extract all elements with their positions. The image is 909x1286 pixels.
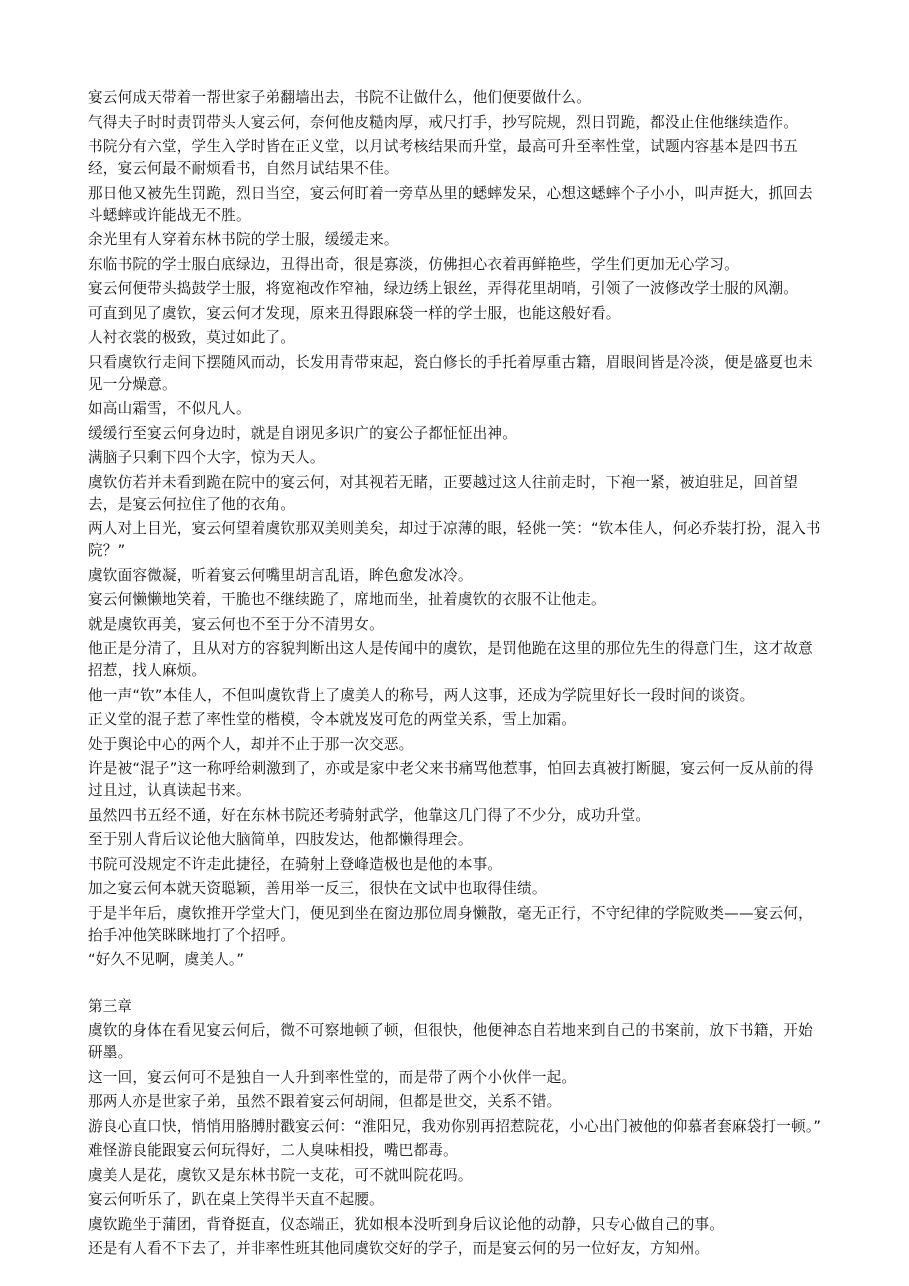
section-spacer bbox=[88, 974, 826, 996]
paragraph: 他正是分清了，且从对方的容貌判断出这人是传闻中的虞钦，是罚他跪在这里的那位先生的得意门生，这才故意招惹，找人麻烦。 bbox=[88, 640, 813, 679]
paragraph: 虞钦的身体在看见宴云何后，微不可察地顿了顿，但很快，他便神态自若地来到自己的书案前，放下书籍，开始研墨。 bbox=[88, 1022, 813, 1061]
paragraph: 这一回，宴云何可不是独自一人升到率性堂的，而是带了两个小伙伴一起。 bbox=[88, 1068, 577, 1086]
section-one bbox=[88, 87, 826, 971]
paragraph: 处于舆论中心的两个人，却并不止于那一次交恶。 bbox=[88, 735, 414, 753]
paragraph: 余光里有人穿着东林书院的学士服，缓缓走来。 bbox=[88, 231, 399, 248]
paragraph: 虞钦仿若并未看到跪在院中的宴云何，对其视若无睹，正要越过这人往前走时，下袍一紧，被迫驻足，回首望去，是宴云何拉住了他的衣角。 bbox=[88, 473, 799, 513]
paragraph: 缓缓行至宴云何身边时，就是自诩见多识广的宴公子都怔怔出神。 bbox=[88, 424, 518, 442]
paragraph: 他一声“钦”本佳人，不但叫虞钦背上了虞美人的称号，两人这事，还成为学院里好长一段时间的谈资。 bbox=[88, 686, 755, 704]
paragraph: 宴云何听乐了，趴在桌上笑得半天直不起腰。 bbox=[88, 1191, 384, 1208]
paragraph: 宴云何便带头捣鼓学士服，将宽袍改作窄袖，绿边绣上银丝，弄得花里胡哨，引领了一波修改学士服的风潮。 bbox=[88, 280, 799, 297]
paragraph: 虞美人是花，虞钦又是东林书院一支花，可不就叫院花吗。 bbox=[88, 1166, 473, 1184]
section-two bbox=[88, 1020, 826, 1260]
paragraph: 许是被“混子”这一称呼给刺激到了，亦或是家中老父来书痛骂他惹事，怕回去真被打断腿，宴云何一反从前的得过且过，认真读起书来。 bbox=[88, 760, 814, 799]
paragraph: 虽然四书五经不通，好在东林书院还考骑射武学，他靠这几门得了不少分，成功升堂。 bbox=[88, 806, 651, 824]
paragraph: 至于别人背后议论他大脑简单，四肢发达，他都懒得理会。 bbox=[88, 831, 473, 848]
paragraph: 加之宴云何本就天资聪颖，善用举一反三，很快在文试中也取得佳绩。 bbox=[88, 880, 547, 897]
paragraph: 东临书院的学士服白底绿边，丑得出奇，很是寡淡，仿佛担心衣着再鲜艳些，学生们更加无心学习。 bbox=[88, 255, 739, 273]
paragraph: 宴云何懒懒地笑着，干脆也不继续跪了，席地而坐，扯着虞钦的衣服不让他走。 bbox=[88, 591, 606, 608]
paragraph: 只看虞钦行走间下摆随风而动，长发用青带束起，瓷白修长的手托着厚重古籍，眉眼间皆是冷淡，便是盛夏也未见一分燥意。 bbox=[88, 353, 813, 393]
paragraph: 虞钦跪坐于蒲团，背脊挺直，仪态端正，犹如根本没听到身后议论他的动静，只专心做自己的事。 bbox=[88, 1215, 725, 1233]
paragraph: 那日他又被先生罚跪，烈日当空，宴云何盯着一旁草丛里的蟋蟀发呆，心想这蟋蟀个子小小，叫声挺大，抓回去斗蟋蟀或许能战无不胜。 bbox=[88, 184, 813, 224]
document-page bbox=[88, 87, 826, 1263]
paragraph: “好久不见啊，虞美人。” bbox=[88, 951, 245, 968]
paragraph: 宴云何成天带着一帮世家子弟翻墙出去，书院不让做什么，他们便要做什么。 bbox=[88, 89, 591, 106]
paragraph: 气得夫子时时责罚带头人宴云何，奈何他皮糙肉厚，戒尺打手，抄写院规，烈日罚跪，都没止住他继续造作。 bbox=[88, 113, 799, 131]
paragraph: 就是虞钦再美，宴云何也不至于分不清男女。 bbox=[88, 615, 384, 633]
paragraph: 如高山霜雪，不似凡人。 bbox=[88, 400, 251, 417]
paragraph: 游良心直口快，悄悄用胳膊肘戳宴云何：“淮阳兄，我劝你别再招惹院花，小心出门被他的仰慕者套麻袋打一顿。” bbox=[88, 1117, 822, 1135]
chapter-title: 第三章 bbox=[88, 997, 132, 1015]
paragraph: 书院分有六堂，学生入学时皆在正义堂，以月试考核结果而升堂，最高可升至率性堂，试题内容基本是四书五经，宴云何最不耐烦看书，自然月试结果不佳。 bbox=[88, 138, 799, 177]
paragraph: 那两人亦是世家子弟，虽然不跟着宴云何胡闹，但都是世交，关系不错。 bbox=[88, 1093, 562, 1110]
paragraph: 满脑子只剩下四个大字，惊为天人。 bbox=[88, 449, 325, 466]
paragraph: 难怪游良能跟宴云何玩得好，二人臭味相投，嘴巴都毒。 bbox=[88, 1142, 458, 1159]
paragraph: 于是半年后，虞钦推开学堂大门，便见到坐在窗边那位周身懒散，毫无正行，不守纪律的学院败类——宴云何，抬手冲他笑眯眯地打了个招呼。 bbox=[88, 904, 813, 944]
paragraph: 可直到见了虞钦，宴云何才发现，原来丑得跟麻袋一样的学士服，也能这般好看。 bbox=[88, 304, 621, 322]
paragraph: 书院可没规定不许走此捷径，在骑射上登峰造极也是他的本事。 bbox=[88, 855, 503, 873]
paragraph: 两人对上目光，宴云何望着虞钦那双美则美矣，却过于凉薄的眼，轻佻一笑：“钦本佳人，何必乔装打扮，混入书院？” bbox=[88, 520, 821, 559]
paragraph: 人衬衣裳的极致，莫过如此了。 bbox=[88, 329, 296, 346]
paragraph: 还是有人看不下去了，并非率性班其他同虞钦交好的学子，而是宴云何的另一位好友，方知州。 bbox=[88, 1240, 710, 1257]
paragraph: 虞钦面容微凝，听着宴云何嘴里胡言乱语，眸色愈发冰冷。 bbox=[88, 566, 473, 584]
paragraph: 正义堂的混子惹了率性堂的楷模，令本就岌岌可危的两堂关系，雪上加霜。 bbox=[88, 711, 577, 728]
